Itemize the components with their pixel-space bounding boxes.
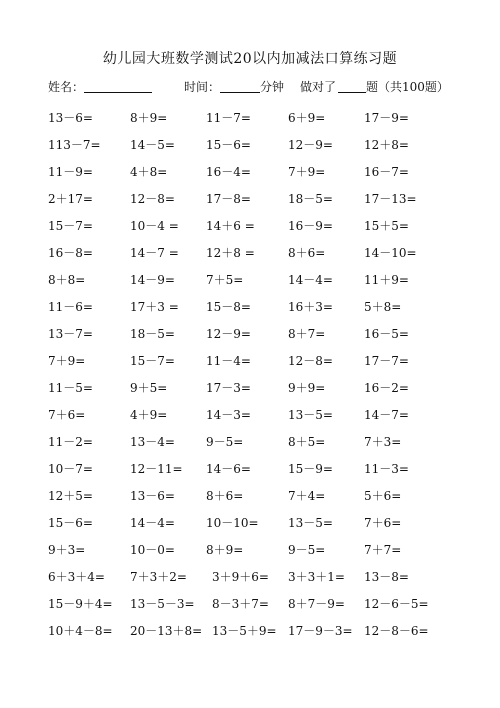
- math-problem: 4＋8=: [130, 165, 168, 179]
- math-problem: 17－13=: [364, 192, 417, 206]
- problem-row: [48, 292, 500, 319]
- problem-row: [48, 508, 500, 535]
- problem-row: [48, 103, 500, 130]
- problem-row: [48, 238, 500, 265]
- math-problem: 14－4=: [288, 273, 333, 287]
- math-problem: 8＋6=: [206, 489, 244, 503]
- math-problem: 11－4=: [206, 354, 251, 368]
- math-problem: 8＋7=: [288, 327, 326, 341]
- math-problem: 8＋6=: [288, 246, 326, 260]
- math-problem: 11－3=: [364, 462, 409, 476]
- math-problem: 8＋9=: [130, 111, 168, 125]
- problem-row: [48, 400, 500, 427]
- math-problem: 14－10=: [364, 246, 417, 260]
- math-problem: 15＋5=: [364, 219, 409, 233]
- math-problem: 15－9＋4=: [48, 597, 113, 611]
- correct-suffix: 题（共100题）: [366, 80, 449, 94]
- correct-label: 做对了: [300, 80, 337, 94]
- time-label: 时间：: [184, 80, 221, 94]
- math-problem: 12－9=: [206, 327, 251, 341]
- math-problem: 13－5=: [288, 516, 333, 530]
- problem-row: [48, 130, 500, 157]
- math-problem: 7＋4=: [288, 489, 326, 503]
- math-problem: 7＋3＋2=: [130, 570, 187, 584]
- problem-row: [48, 589, 500, 616]
- problem-row: [48, 562, 500, 589]
- math-problem: 17－3=: [206, 381, 251, 395]
- problem-row: [48, 427, 500, 454]
- math-problem: 16－7=: [364, 165, 409, 179]
- math-problem: 9＋5=: [130, 381, 168, 395]
- math-problem: 8＋7－9=: [288, 597, 345, 611]
- math-problem: 3＋9＋6=: [212, 570, 269, 584]
- math-problem: 7＋9=: [288, 165, 326, 179]
- worksheet-title: 幼儿园大班数学测试20以内加减法口算练习题: [102, 51, 398, 67]
- problem-row: [48, 481, 500, 508]
- math-problem: 17＋3 =: [130, 300, 179, 314]
- math-problem: 12－8－6=: [364, 624, 429, 638]
- math-problem: 10－0=: [130, 543, 175, 557]
- problem-row: [48, 535, 500, 562]
- math-problem: 9－5=: [288, 543, 326, 557]
- math-problem: 16－5=: [364, 327, 409, 341]
- math-problem: 13－7=: [48, 327, 93, 341]
- math-problem: 6＋9=: [288, 111, 326, 125]
- math-problem: 7＋6=: [364, 516, 402, 530]
- problem-row: [48, 319, 500, 346]
- math-problem: 15－7=: [48, 219, 93, 233]
- math-problem: 14－3=: [206, 408, 251, 422]
- problem-grid: [48, 103, 500, 643]
- problem-row: [48, 346, 500, 373]
- math-problem: 16－8=: [48, 246, 93, 260]
- math-problem: 10＋4－8=: [48, 624, 113, 638]
- problem-row: [48, 616, 500, 643]
- name-blank: [84, 78, 152, 93]
- math-problem: 17－9=: [364, 111, 409, 125]
- math-problem: 10－10=: [206, 516, 259, 530]
- problem-row: [48, 184, 500, 211]
- math-problem: 12＋8 =: [206, 246, 255, 260]
- math-problem: 14－6=: [206, 462, 251, 476]
- math-problem: 14－9=: [130, 273, 175, 287]
- problem-row: [48, 454, 500, 481]
- correct-blank: [338, 78, 366, 93]
- math-problem: 6＋3＋4=: [48, 570, 105, 584]
- math-problem: 12＋8=: [364, 138, 409, 152]
- math-problem: 7＋6=: [48, 408, 86, 422]
- math-problem: 13－6=: [130, 489, 175, 503]
- problem-row: [48, 265, 500, 292]
- math-problem: 8＋5=: [288, 435, 326, 449]
- math-problem: 11－7=: [206, 111, 251, 125]
- math-problem: 13－5－3=: [130, 597, 195, 611]
- math-problem: 13－4=: [130, 435, 175, 449]
- math-problem: 7＋9=: [48, 354, 86, 368]
- math-problem: 12－11=: [130, 462, 183, 476]
- math-problem: 15－6=: [206, 138, 251, 152]
- math-problem: 13－8=: [364, 570, 409, 584]
- math-problem: 2＋17=: [48, 192, 93, 206]
- math-problem: 15－9=: [288, 462, 333, 476]
- math-problem: 8＋8=: [48, 273, 86, 287]
- math-problem: 15－7=: [130, 354, 175, 368]
- math-problem: 9＋3=: [48, 543, 86, 557]
- problem-row: [48, 373, 500, 400]
- math-problem: 17－7=: [364, 354, 409, 368]
- math-problem: 13－5=: [288, 408, 333, 422]
- math-problem: 12－6－5=: [364, 597, 429, 611]
- math-problem: 18－5=: [130, 327, 175, 341]
- math-problem: 7＋7=: [364, 543, 402, 557]
- math-problem: 17－8=: [206, 192, 251, 206]
- math-problem: 7＋5=: [206, 273, 244, 287]
- math-problem: 15－8=: [206, 300, 251, 314]
- math-problem: 10－7=: [48, 462, 93, 476]
- math-problem: 5＋6=: [364, 489, 402, 503]
- math-problem: 8－3＋7=: [212, 597, 269, 611]
- math-problem: 4＋9=: [130, 408, 168, 422]
- math-problem: 12－9=: [288, 138, 333, 152]
- math-problem: 3＋3＋1=: [288, 570, 345, 584]
- math-problem: 7＋3=: [364, 435, 402, 449]
- worksheet-header: [48, 78, 488, 98]
- math-problem: 15－6=: [48, 516, 93, 530]
- math-problem: 12－8=: [288, 354, 333, 368]
- math-problem: 14－7=: [364, 408, 409, 422]
- math-problem: 8＋9=: [206, 543, 244, 557]
- math-problem: 113－7=: [48, 138, 101, 152]
- math-problem: 14－7 =: [130, 246, 179, 260]
- math-problem: 18－5=: [288, 192, 333, 206]
- problem-row: [48, 211, 500, 238]
- math-problem: 11－2=: [48, 435, 93, 449]
- math-problem: 12－8=: [130, 192, 175, 206]
- math-problem: 10－4 =: [130, 219, 179, 233]
- math-problem: 16＋3=: [288, 300, 333, 314]
- math-problem: 16－2=: [364, 381, 409, 395]
- math-problem: 16－9=: [288, 219, 333, 233]
- math-problem: 9＋9=: [288, 381, 326, 395]
- math-problem: 9－5=: [206, 435, 244, 449]
- math-problem: 14－5=: [130, 138, 175, 152]
- math-problem: 20－13＋8=: [130, 624, 203, 638]
- math-problem: 14－4=: [130, 516, 175, 530]
- math-problem: 13－6=: [48, 111, 93, 125]
- math-problem: 11－9=: [48, 165, 93, 179]
- math-problem: 11＋9=: [364, 273, 409, 287]
- math-problem: 11－6=: [48, 300, 93, 314]
- math-problem: 11－5=: [48, 381, 93, 395]
- problem-row: [48, 157, 500, 184]
- math-problem: 5＋8=: [364, 300, 402, 314]
- math-problem: 12＋5=: [48, 489, 93, 503]
- math-problem: 13－5＋9=: [212, 624, 277, 638]
- math-problem: 16－4=: [206, 165, 251, 179]
- math-problem: 17－9－3=: [288, 624, 353, 638]
- math-problem: 14＋6 =: [206, 219, 255, 233]
- name-label: 姓名：: [48, 80, 85, 94]
- time-blank: [220, 78, 260, 93]
- time-unit: 分钟: [260, 80, 285, 94]
